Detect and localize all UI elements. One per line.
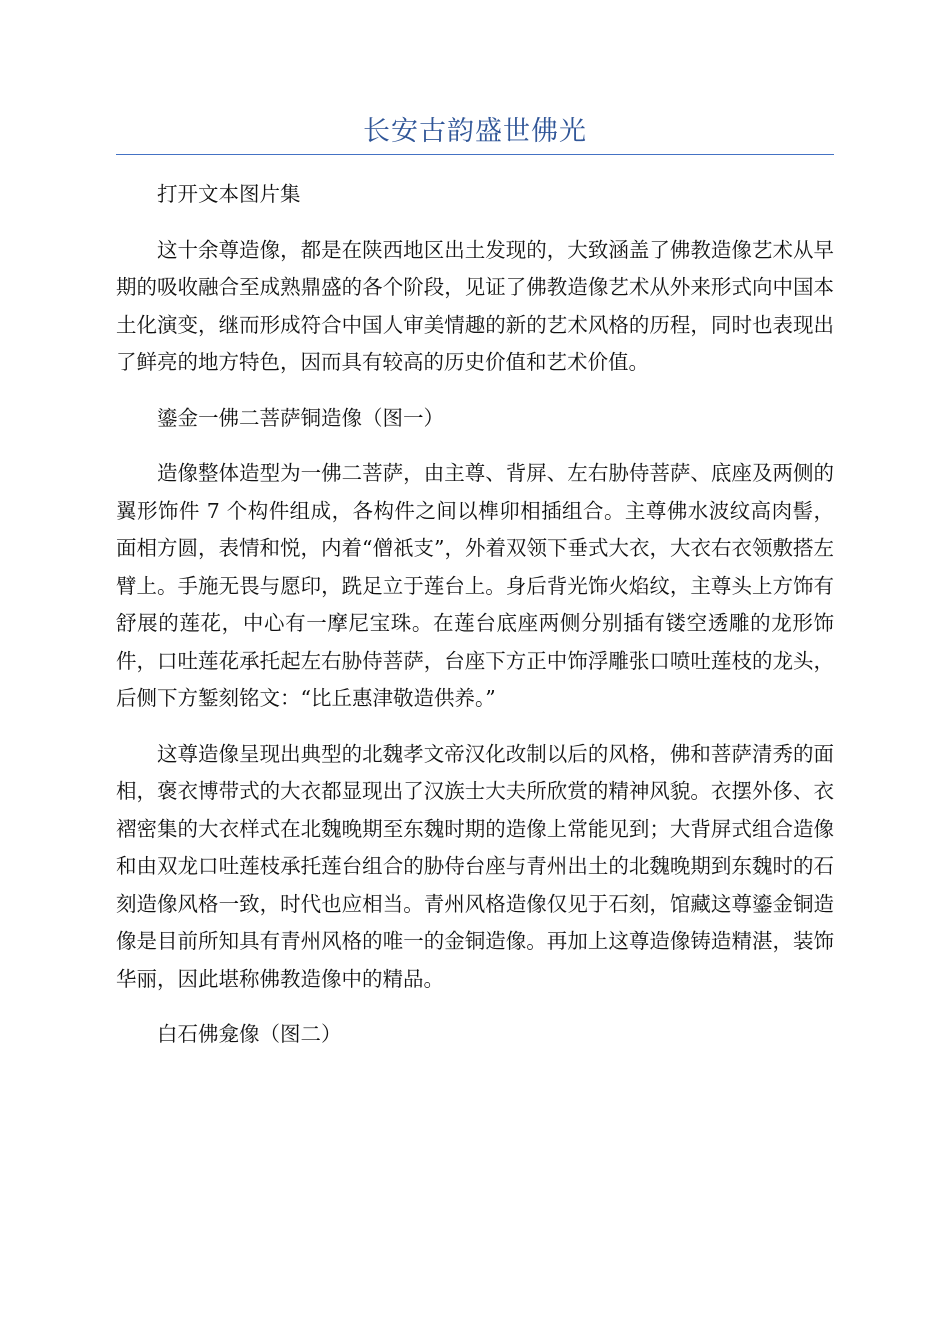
intro-paragraph: 这十余尊造像，都是在陕西地区出土发现的，大致涵盖了佛教造像艺术从早期的吸收融合至成熟鼎盛的各个阶段，见证了佛教造像艺术从外来形式向中国本土化演变，继而形成符合中国人审美情趣的新的艺术风格的历程，同时也表现出了鲜亮的地方特色，因而具有较高的历史价值和艺术价值。 [116,237,834,374]
figure-1-style-paragraph: 这尊造像呈现出典型的北魏孝文帝汉化改制以后的风格，佛和菩萨清秀的面相，褒衣博带式的大衣都显现出了汉族士大夫所欣赏的精神风貌。衣摆外侈、衣褶密集的大衣样式在北魏晚期至东魏时期的造像上常能见到；大背屏式组合造像和由双龙口吐莲枝承托莲台组合的胁侍台座与青州出土的北魏晚期到东魏时的石刻造像风格一致，时代也应相当。青州风格造像仅见于石刻，馆藏这尊鎏金铜造像是目前所知具有青州风格的唯一的金铜造像。再加上这尊造像铸造精湛，装饰华丽，因此堪称佛教造像中的精品。 [116,741,834,991]
image-gallery-link[interactable]: 打开文本图片集 [157,182,301,206]
figure-1-description-paragraph: 造像整体造型为一佛二菩萨，由主尊、背屏、左右胁侍菩萨、底座及两侧的翼形饰件 7 个构件组成，各构件之间以榫卯相插组合。主尊佛水波纹高肉髻，面相方圆，表情和悦，内着“僧祇支”，外着双领下垂式大衣，大衣右衣领敷搭左臂上。手施无畏与愿印，跣足立于莲台上。身后背光饰火焰纹，主尊头上方饰有舒展的莲花，中心有一摩尼宝珠。在莲台底座两侧分别插有镂空透雕的龙形饰件，口吐莲花承托起左右胁侍菩萨，台座下方正中饰浮雕张口喷吐莲枝的龙头，后侧下方錾刻铭文：“比丘惠津敬造供养。” [116,461,834,710]
section-heading-figure-2: 白石佛龛像（图二） [157,1022,342,1046]
title-underline [116,154,834,155]
document-body [116,176,834,1072]
document-page [116,0,834,1344]
document-title: 长安古韵盛世佛光 [363,116,587,147]
section-heading-figure-1: 鎏金一佛二菩萨铜造像（图一） [157,405,444,430]
